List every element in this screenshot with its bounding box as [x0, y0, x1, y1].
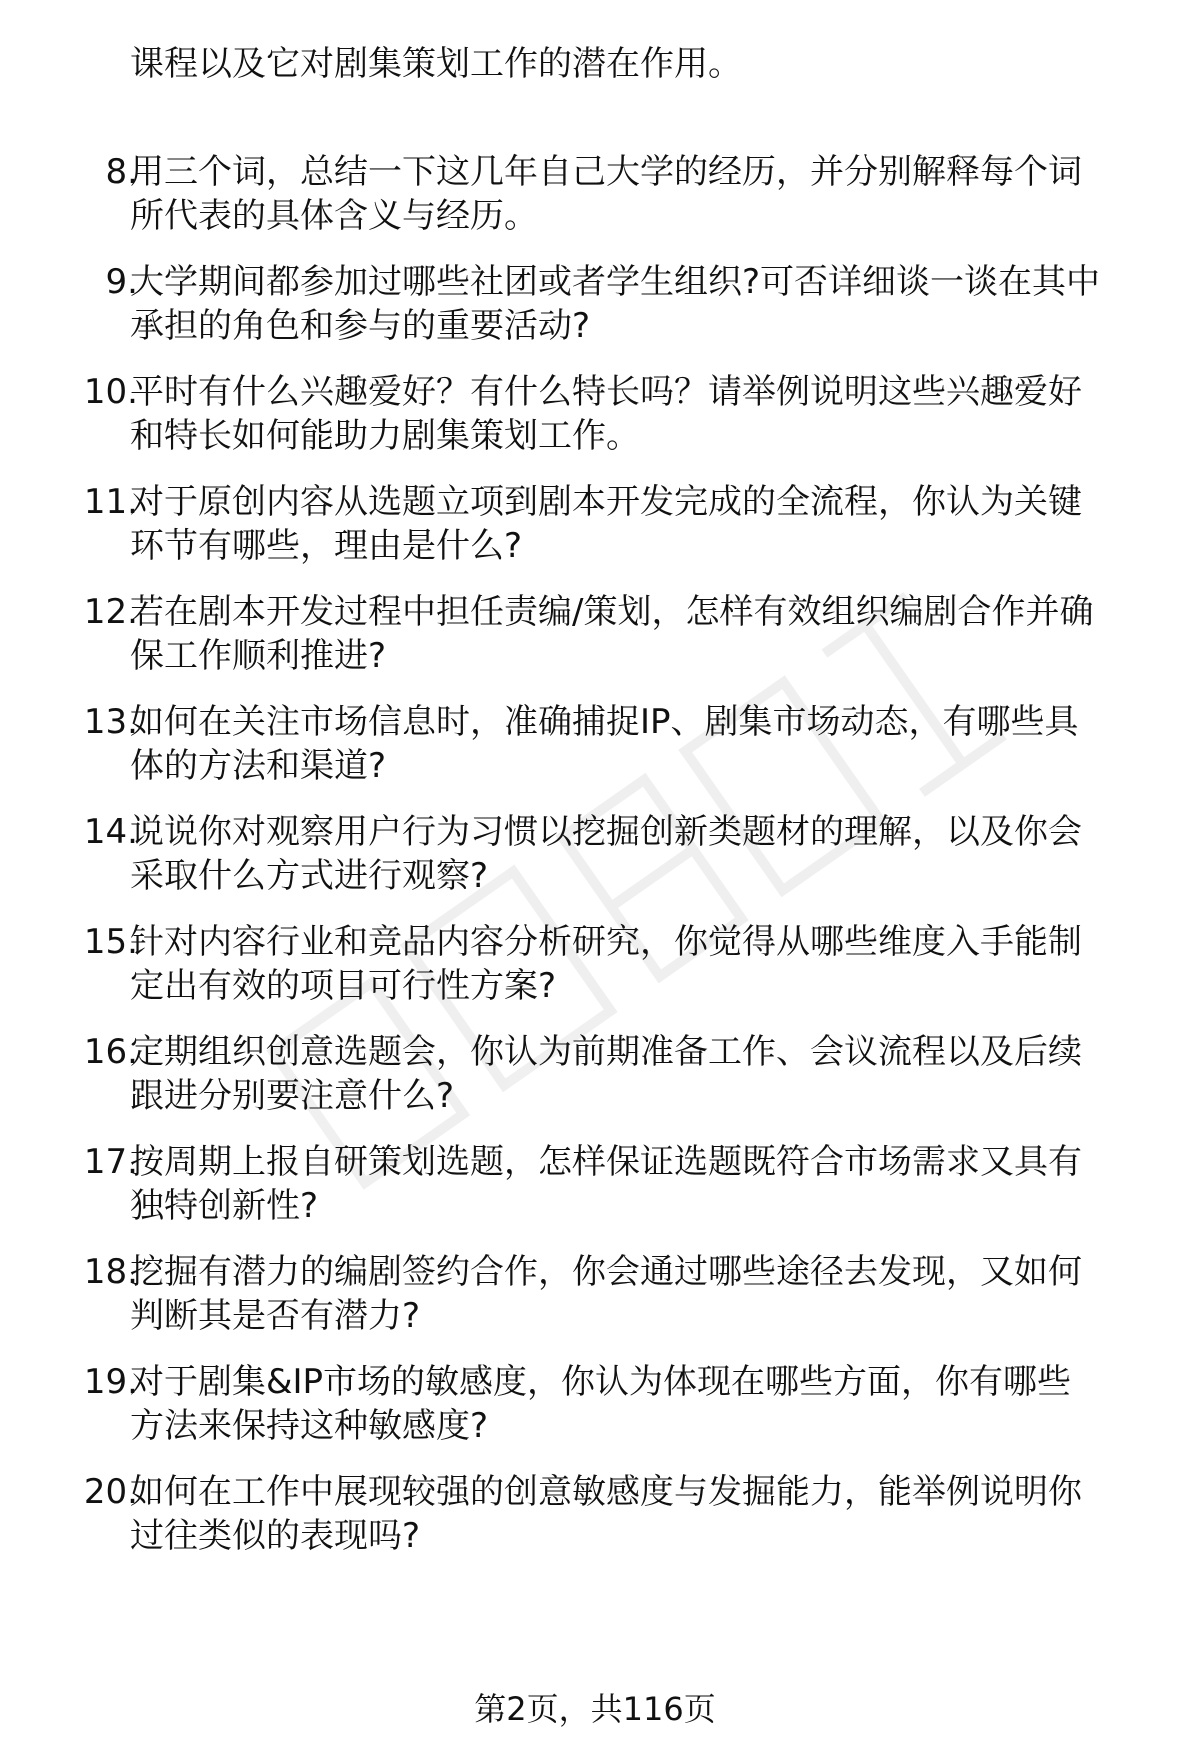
question-text-line: 针对内容行业和竞品内容分析研究，你觉得从哪些维度入手能制 — [130, 922, 1082, 962]
question-text-line: 如何在工作中展现较强的创意敏感度与发掘能力，能举例说明你 — [130, 1472, 1082, 1512]
question-text-line: 承担的角色和参与的重要活动? — [130, 306, 591, 346]
question-text-line: 对于原创内容从选题立项到剧本开发完成的全流程，你认为关键 — [130, 482, 1082, 522]
question-number: 19. — [83, 1362, 138, 1402]
question-text-line: 和特长如何能助力剧集策划工作。 — [130, 416, 640, 456]
question-number: 14. — [83, 812, 138, 852]
question-text-line: 环节有哪些，理由是什么? — [130, 526, 523, 566]
question-number: 16. — [83, 1032, 138, 1072]
question-text-line: 保工作顺利推进? — [130, 636, 387, 676]
question-number: 17. — [83, 1142, 138, 1182]
question-text-line: 跟进分别要注意什么? — [130, 1076, 455, 1116]
question-text-line: 对于剧集&IP市场的敏感度，你认为体现在哪些方面，你有哪些 — [130, 1362, 1072, 1402]
question-number: 13. — [83, 702, 138, 742]
question-number: 15. — [83, 922, 138, 962]
question-text-line: 独特创新性? — [130, 1186, 319, 1226]
question-text-line: 如何在关注市场信息时，准确捕捉IP、剧集市场动态，有哪些具 — [130, 702, 1079, 742]
question-text-line: 按周期上报自研策划选题，怎样保证选题既符合市场需求又具有 — [130, 1142, 1082, 1182]
question-text-line: 判断其是否有潜力? — [130, 1296, 421, 1336]
page-footer: 第2页，共116页 — [474, 1690, 716, 1728]
question-number: 20. — [83, 1472, 138, 1512]
question-text-line: 过往类似的表现吗? — [130, 1516, 421, 1556]
question-text-line: 定期组织创意选题会，你认为前期准备工作、会议流程以及后续 — [130, 1032, 1082, 1072]
question-number: 12. — [83, 592, 138, 632]
question-number: 18. — [83, 1252, 138, 1292]
question-text-line: 平时有什么兴趣爱好？有什么特长吗？请举例说明这些兴趣爱好 — [130, 372, 1082, 412]
question-text-line: 定出有效的项目可行性方案? — [130, 966, 557, 1006]
question-text-line: 采取什么方式进行观察? — [130, 856, 489, 896]
question-text-line: 方法来保持这种敏感度? — [130, 1406, 489, 1446]
question-text-line: 用三个词，总结一下这几年自己大学的经历，并分别解释每个词 — [130, 152, 1082, 192]
question-text-line: 若在剧本开发过程中担任责编/策划，怎样有效组织编剧合作并确 — [130, 592, 1094, 632]
question-text-line: 所代表的具体含义与经历。 — [130, 196, 538, 236]
question-text-line: 说说你对观察用户行为习惯以挖掘创新类题材的理解，以及你会 — [130, 812, 1082, 852]
question-text-line: 挖掘有潜力的编剧签约合作，你会通过哪些途径去发现，又如何 — [130, 1252, 1082, 1292]
question-number: 9. — [105, 262, 138, 302]
question-number: 11. — [83, 482, 138, 522]
question-text-line: 体的方法和渠道? — [130, 746, 387, 786]
question-number: 10. — [83, 372, 138, 412]
question-text-line: 大学期间都参加过哪些社团或者学生组织?可否详细谈一谈在其中 — [130, 262, 1101, 302]
question-number: 8. — [105, 152, 138, 192]
continuation-text: 课程以及它对剧集策划工作的潜在作用。 — [130, 44, 742, 84]
